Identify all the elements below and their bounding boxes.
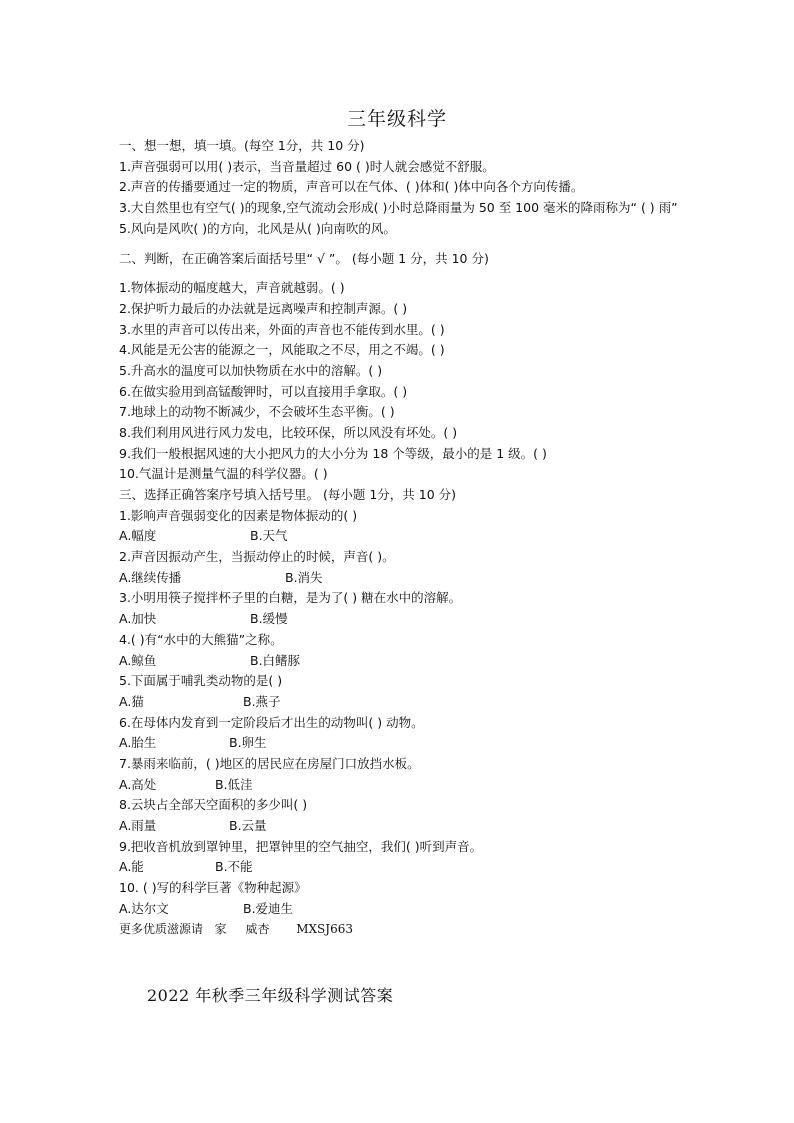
- option-a: A.猫: [119, 693, 144, 709]
- option-b: B.低洼: [215, 776, 253, 792]
- option-row: [119, 526, 679, 547]
- question-line: 5.风向是风吹( )的方向，北风是从( )向南吹的风。: [119, 220, 396, 236]
- section-multiple-choice: [119, 485, 679, 940]
- question-line: 6.在做实验用到高锰酸钾时，可以直接用手拿取。( ): [119, 383, 408, 399]
- option-b: B.爱迪生: [243, 900, 294, 916]
- question-line: 9.我们一般根据风速的大小把风力的大小分为 18 个等级，最小的是 1 级。( ): [119, 445, 547, 461]
- question-line: 1.物体振动的幅度越大，声音就越弱。( ): [119, 280, 345, 296]
- option-a: A.能: [119, 859, 144, 875]
- option-b: B.卵生: [229, 735, 267, 751]
- option-b: B.不能: [215, 859, 253, 875]
- question-line: 8.云块占全部天空面积的多少叫( ): [119, 797, 308, 813]
- exam-content: [119, 136, 679, 940]
- question-line: 10.气温计是测量气温的科学仪器。( ): [119, 466, 328, 482]
- section-heading: 二、判断，在正确答案后面括号里“ √ ”。 (每小题 1 分，共 10 分): [119, 251, 489, 267]
- option-a: A.达尔文: [119, 900, 169, 916]
- option-b: B.天气: [250, 528, 288, 544]
- answer-title: 2022 年秋季三年级科学测试答案: [147, 986, 394, 1005]
- option-row: [119, 651, 679, 672]
- question-line: 7.暴雨来临前，( )地区的居民应在房屋门口放挡水板。: [119, 755, 420, 771]
- question-line: 4.风能是无公害的能源之一，风能取之不尽，用之不竭。( ): [119, 342, 445, 358]
- question-line: 10. ( )写的科学巨著《物种起源》: [119, 880, 307, 896]
- option-row: [119, 899, 679, 920]
- section-heading: 一、想一想，填一填。(每空 1分，共 10 分): [119, 138, 365, 153]
- option-row: [119, 733, 679, 754]
- question-line: 5.下面属于哺乳类动物的是( ): [119, 673, 283, 689]
- option-row: [119, 857, 679, 878]
- option-a: A.胎生: [119, 735, 157, 751]
- question-line: 8.我们利用风进行风力发电，比较环保，所以风没有坏处。( ): [119, 424, 458, 440]
- option-a: A.加快: [119, 611, 157, 627]
- question-line: 3.大自然里也有空气( )的现象,空气流动会形成( )小时总降雨量为 50 至 100 毫米的降雨称为“ ( ) 雨”: [119, 200, 678, 216]
- option-row: [119, 609, 679, 630]
- footer-note: 更多优质滋源请 家 威杏 MXSJ663: [119, 922, 353, 937]
- question-line: 1.影响声音强弱变化的因素是物体振动的( ): [119, 507, 358, 523]
- option-b: B.燕子: [243, 693, 281, 709]
- option-a: A.幅度: [119, 528, 157, 544]
- question-line: 2.保护听力最后的办法就是远离噪声和控制声源。( ): [119, 300, 408, 316]
- option-b: B.缓慢: [250, 611, 288, 627]
- question-line: 5.升高水的温度可以加快物质在水中的溶解。( ): [119, 362, 383, 378]
- section-fill-blank: [119, 136, 679, 239]
- question-line: 3.小明用筷子搅拌杯子里的白糖，是为了( ) 糖在水中的溶解。: [119, 590, 462, 606]
- question-line: 1.声音强弱可以用( )表示，当音量超过 60 ( )时人就会感觉不舒服。: [119, 158, 495, 174]
- question-line: 3.水里的声音可以传出来，外面的声音也不能传到水里。( ): [119, 321, 445, 337]
- question-line: 7.地球上的动物不断减少，不会破坏生态平衡。( ): [119, 404, 395, 420]
- question-line: 2.声音的传播要通过一定的物质，声音可以在气体、( )体和( )体中向各个方向传播。: [119, 179, 584, 195]
- option-row: [119, 568, 679, 589]
- question-line: 9.把收音机放到罩钟里，把罩钟里的空气抽空，我们( )听到声音。: [119, 838, 483, 854]
- option-a: A.雨量: [119, 818, 157, 834]
- option-row: [119, 775, 679, 796]
- page-title: 三年级科学: [346, 108, 447, 130]
- question-line: 4.( )有“水中的大熊猫”之称。: [119, 631, 283, 647]
- option-a: A.高处: [119, 776, 157, 792]
- section-heading: 三、选择正确答案序号填入括号里。 (每小题 1分，共 10 分): [119, 487, 457, 503]
- option-a: A.鲸鱼: [119, 652, 157, 668]
- option-b: B.消失: [285, 569, 323, 585]
- section-true-false: [119, 278, 679, 485]
- question-line: 2.声音因振动产生，当振动停止的时候，声音( )。: [119, 549, 395, 565]
- option-a: A.继续传播: [119, 569, 182, 585]
- option-b: B.白鳍豚: [250, 652, 301, 668]
- option-row: [119, 692, 679, 713]
- question-line: 6.在母体内发育到一定阶段后才出生的动物叫( ) 动物。: [119, 714, 424, 730]
- option-b: B.云量: [229, 818, 267, 834]
- option-row: [119, 816, 679, 837]
